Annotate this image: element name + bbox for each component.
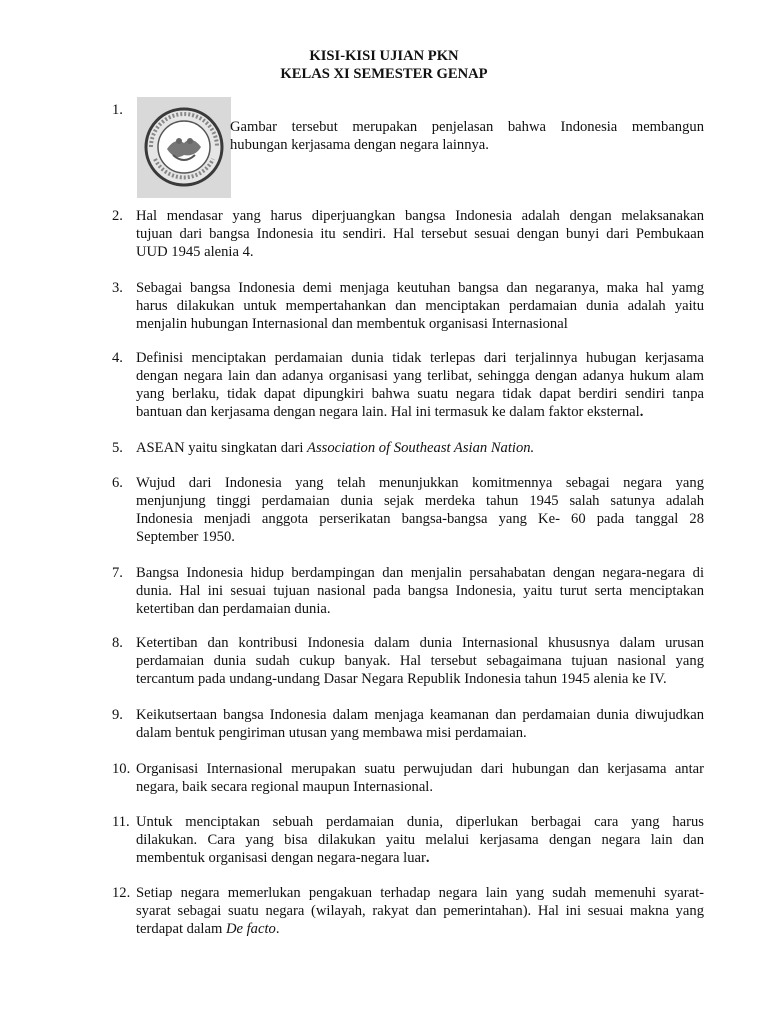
list-item [112,706,704,742]
list-item [112,279,704,333]
item-body [136,634,704,688]
item-line-text: terdapat dalam [136,921,226,937]
item-body [136,760,704,796]
item-number: 8. [112,635,123,651]
item-line: Ketertiban dan kontribusi Indonesia dalam dunia Internasional khususnya dalam urusan [136,635,704,651]
item-line: tercantum pada undang-undang Dasar Negara Republik Indonesia tahun 1945 alenia ke IV. [136,671,667,687]
item-line-period: . [639,404,644,420]
item-number: 7. [112,565,123,581]
item-line: Organisasi Internasional merupakan suatu perwujudan dari hubungan dan kerjasama antar [136,761,704,777]
list-item [112,439,704,457]
item-line: Gambar tersebut merupakan penjelasan bahwa Indonesia membangun [230,119,704,135]
item-line: Hal mendasar yang harus diperjuangkan bangsa Indonesia adalah dengan melaksanakan [136,208,704,224]
list-item [112,884,704,938]
item-body [136,706,704,742]
item-body [230,118,704,154]
organization-emblem-image [137,97,231,198]
item-line-italic: Association of Southeast Asian Nation. [307,440,535,456]
item-line: Sebagai bangsa Indonesia demi menjaga keutuhan bangsa dan negaranya, maka hal yamg [136,280,704,296]
item-body [136,564,704,618]
item-line-text: ASEAN yaitu singkatan dari [136,440,308,456]
item-line: dunia. Hal ini sesuai tujuan nasional pada bangsa Indonesia, yaitu turut serta menciptakan [136,583,704,599]
item-line-text: membentuk organisasi dengan negara-negara luar [136,850,426,866]
item-body [136,884,704,938]
list-item [112,634,704,688]
list-item [112,813,704,867]
item-line: dengan negara lain dan adanya organisasi yang terlibat, sehingga dengan adanya hukum alam [136,368,704,384]
item-number: 12. [112,885,131,901]
item-number: 4. [112,350,123,366]
item-number: 6. [112,475,123,491]
organization-emblem-icon [137,97,231,198]
item-line: UUD 1945 alenia 4. [136,244,254,260]
item-line: Indonesia menjadi anggota perserikatan bangsa-bangsa yang Ke- 60 pada tanggal 28 [136,511,704,527]
item-line-italic: De facto [225,921,276,937]
item-line [136,403,704,421]
item-line: yang berlaku, tidak dapat dipungkiri bahwa suatu negara tidak dapat berdiri sendiri tanpa [136,386,704,402]
item-line: September 1950. [136,529,235,545]
item-line-text: bantuan dan kerjasama dengan negara lain. Hal ini termasuk ke dalam faktor eksternal [136,404,640,420]
item-line-period: . [425,850,430,866]
item-line-period: . [275,921,280,937]
list-item [112,207,704,261]
item-line: Keikutsertaan bangsa Indonesia dalam menjaga keamanan dan perdamaian dunia diwujudkan [136,707,704,723]
item-line: syarat sebagai suatu negara (wilayah, rakyat dan pemerintahan). Hal ini sesuai makna yang [136,903,704,919]
item-body [136,813,704,867]
item-number: 5. [112,440,123,456]
item-line [136,920,704,938]
item-number: 3. [112,280,123,296]
document-title: KISI-KISI UJIAN PKN [309,48,459,64]
list-item [112,564,704,618]
item-line: hubungan kerjasama dengan negara lainnya. [230,137,489,153]
item-number: 2. [112,208,123,224]
item-line: harus dilakukan untuk mempertahankan dan menciptakan perdamaian dunia adalah yaitu [136,298,704,314]
item-body [136,207,704,261]
item-body [136,349,704,421]
item-line [136,849,704,867]
list-item [112,349,704,421]
item-line: tujuan dari bangsa Indonesia itu sendiri. Hal tersebut sesuai dengan bunyi dari Pembukaan [136,226,704,242]
item-body [136,439,704,457]
item-body [136,474,704,546]
item-line: ketertiban dan perdamaian dunia. [136,601,331,617]
list-item [112,474,704,546]
item-line: Setiap negara memerlukan pengakuan terhadap negara lain yang sudah memenuhi syarat- [136,885,704,901]
item-line [136,439,704,457]
item-number: 1. [112,102,123,118]
item-line: dalam bentuk pengiriman utusan yang membawa misi perdamaian. [136,725,527,741]
item-line: Bangsa Indonesia hidup berdampingan dan menjalin persahabatan dengan negara-negara di [136,565,704,581]
item-body [136,279,704,333]
item-line: Wujud dari Indonesia yang telah menunjukkan komitmennya sebagai negara yang [136,475,704,491]
item-number: 11. [112,814,130,830]
list-item [112,760,704,796]
item-number: 10. [112,761,131,777]
item-line: menjalin hubungan Internasional dan membentuk organisasi Internasional [136,316,568,332]
item-line: perdamaian dunia sudah cukup banyak. Hal tersebut sebagaimana tujuan nasional yang [136,653,704,669]
item-line: menjunjung tinggi perdamaian dunia sejak merdeka tahun 1945 salah satunya adalah [136,493,704,509]
item-number: 9. [112,707,123,723]
item-line: Untuk menciptakan sebuah perdamaian dunia, diperlukan berbagai cara yang harus [136,814,704,830]
document-subtitle: KELAS XI SEMESTER GENAP [280,66,488,82]
item-line: negara, baik secara regional maupun Internasional. [136,779,434,795]
item-line: dilakukan. Cara yang bisa dilakukan yaitu melalui kerjasama dengan negara lain dan [136,832,704,848]
item-line: Definisi menciptakan perdamaian dunia tidak terlepas dari terjalinnya hubugan kerjasama [136,350,704,366]
